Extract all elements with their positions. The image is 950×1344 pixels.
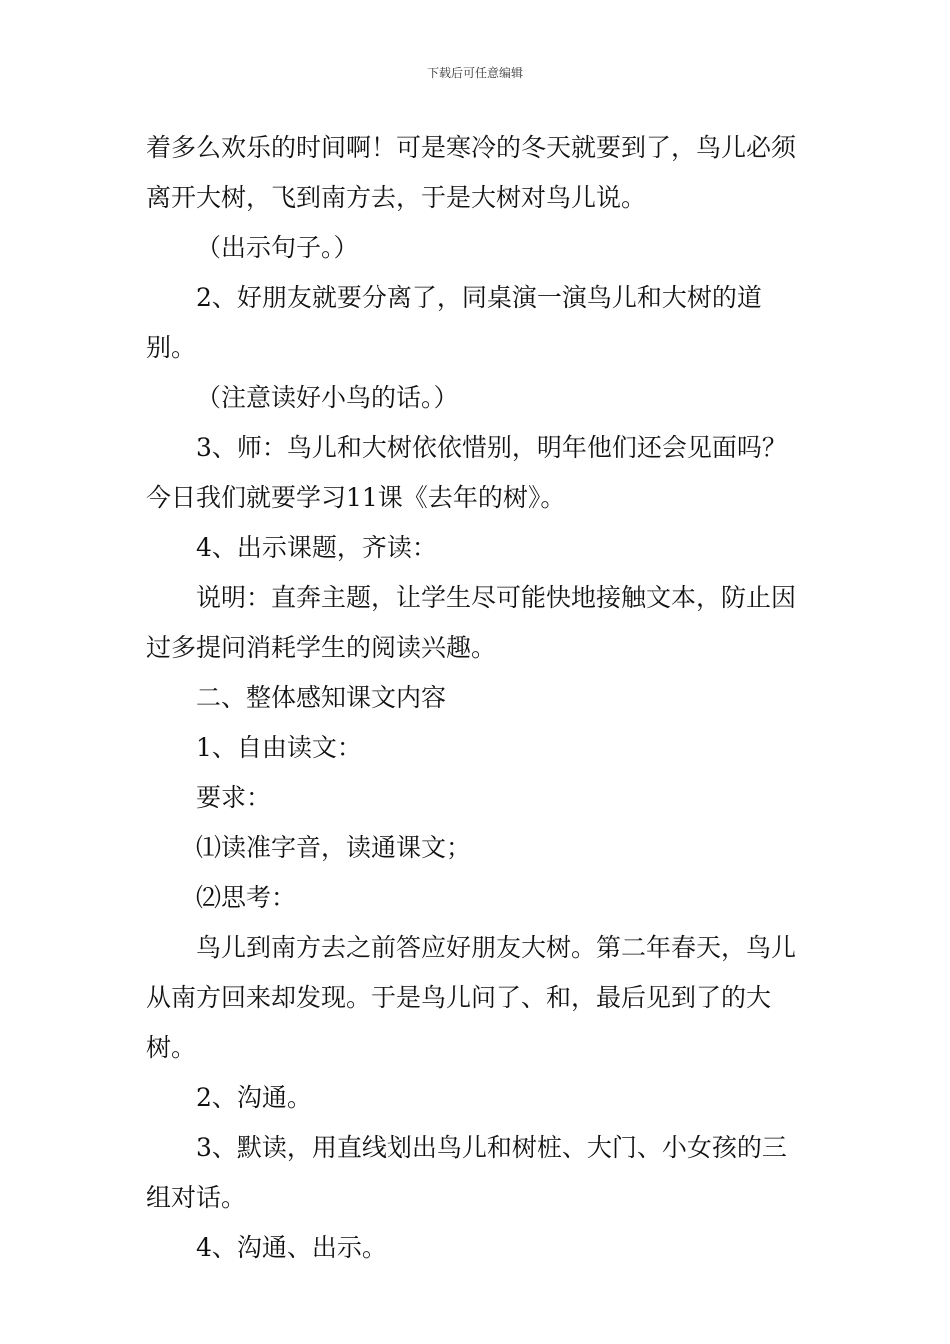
paragraph-11: ⑴读准字音，读通课文； [196, 833, 472, 862]
paragraph-5: 3、师：鸟儿和大树依依惜别，明年他们还会见面吗？今日我们就要学习11课《去年的树》。 [146, 433, 787, 512]
paragraph-15: 3、默读，用直线划出鸟儿和树桩、大门、小女孩的三组对话。 [146, 1133, 787, 1212]
paragraph-3: 2、好朋友就要分离了，同桌演一演鸟儿和大树的道别。 [146, 283, 762, 362]
paragraph-7: 说明：直奔主题，让学生尽可能快地接触文本，防止因过多提问消耗学生的阅读兴趣。 [146, 583, 797, 662]
paragraph-6: 4、出示课题，齐读： [196, 533, 437, 562]
paragraph-14: 2、沟通。 [196, 1083, 312, 1112]
paragraph-1: 着多么欢乐的时间啊！可是寒冷的冬天就要到了，鸟儿必须离开大树，飞到南方去，于是大树对鸟儿说。 [146, 133, 797, 212]
paragraph-13: 鸟儿到南方去之前答应好朋友大树。第二年春天，鸟儿从南方回来却发现。于是鸟儿问了、和，最后见到了的大树。 [146, 933, 797, 1062]
paragraph-4: （注意读好小鸟的话。） [196, 383, 459, 412]
paragraph-16: 4、沟通、出示。 [196, 1233, 387, 1262]
paragraph-12: ⑵思考： [196, 883, 297, 912]
paragraph-8: 二、整体感知课文内容 [196, 683, 447, 712]
page-header: 下载后可任意编辑 [426, 66, 523, 80]
paragraph-2: （出示句子。） [196, 233, 359, 262]
paragraph-10: 要求： [196, 783, 272, 812]
paragraph-9: 1、自由读文： [196, 733, 362, 762]
document-body [146, 123, 810, 1273]
